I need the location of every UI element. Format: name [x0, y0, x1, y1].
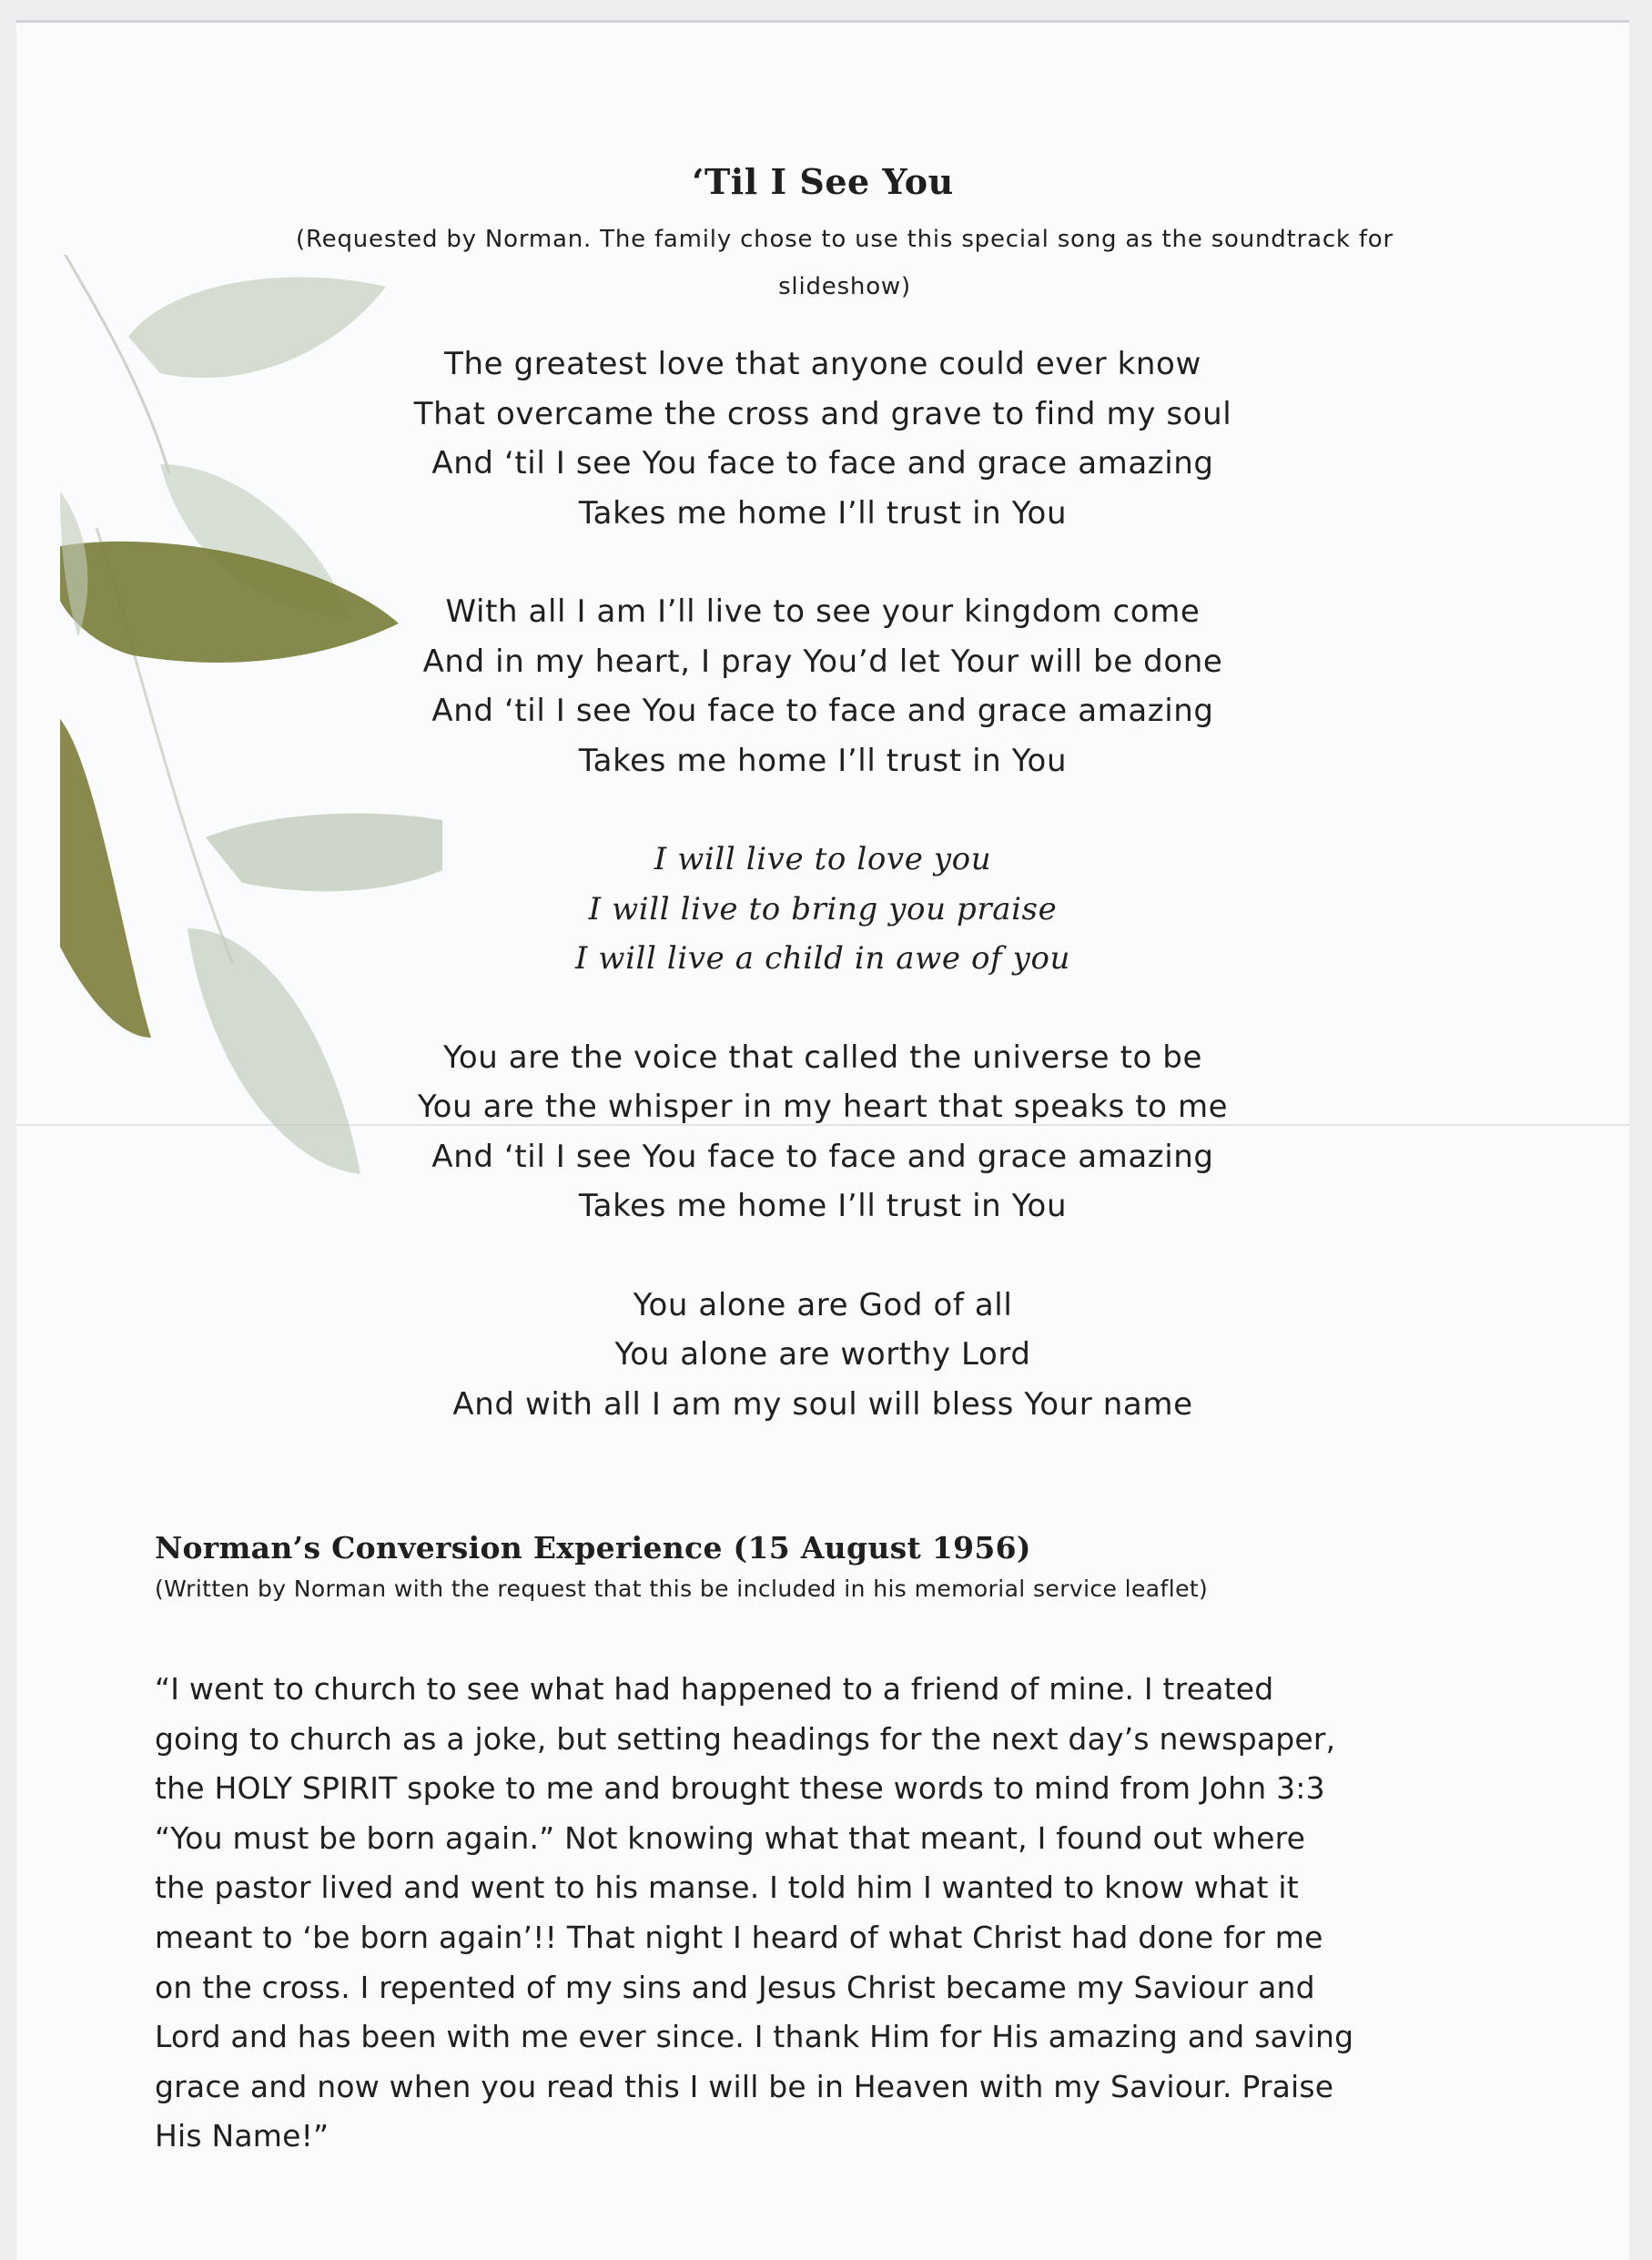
lyric-line: Takes me home I’ll trust in You: [578, 494, 1068, 532]
testimony-line: going to church as a joke, but setting headings for the next day’s newspaper,: [155, 1720, 1336, 1757]
verse-3: [16, 1033, 1629, 1231]
testimony-line: grace and now when you read this I will be in Heaven with my Saviour. Praise: [155, 2068, 1334, 2104]
chorus: [16, 835, 1629, 984]
testimony-line: meant to ‘be born again’!! That night I heard of what Christ had done for me: [155, 1919, 1323, 1955]
lyric-line: You are the voice that called the universe to be: [442, 1039, 1203, 1076]
lyric-line: You alone are God of all: [633, 1286, 1013, 1323]
testimony-line: Lord and has been with me ever since. I thank Him for His amazing and saving: [155, 2019, 1354, 2055]
song-request-note: [180, 216, 1509, 310]
lyric-line: I will live a child in awe of you: [574, 940, 1071, 977]
lyric-line: Takes me home I’ll trust in You: [578, 742, 1068, 779]
lyric-line: And in my heart, I pray You’d let Your will be done: [422, 643, 1223, 680]
lyric-line: With all I am I’ll live to see your kingdom come: [445, 593, 1201, 630]
verse-2: [16, 587, 1629, 785]
testimony-line: the pastor lived and went to his manse. I told him I wanted to know what it: [155, 1870, 1299, 1906]
conversion-testimony: [155, 1665, 1520, 2162]
lyric-line: And ‘til I see You face to face and grace amazing: [431, 445, 1214, 481]
lyric-line: You alone are worthy Lord: [614, 1336, 1031, 1373]
lyric-line: The greatest love that anyone could ever know: [444, 346, 1201, 382]
song-title: ‘Til I See You: [692, 161, 954, 202]
testimony-line: His Name!”: [155, 2118, 329, 2154]
song-note-line: slideshow): [778, 273, 911, 300]
lyric-line: Takes me home I’ll trust in You: [578, 1188, 1068, 1224]
song-note-line: (Requested by Norman. The family chose to use this special song as the soundtrack for: [296, 226, 1394, 253]
lyric-line: You are the whisper in my heart that speaks to me: [417, 1089, 1229, 1125]
conversion-note: (Written by Norman with the request that this be included in his memorial service leaflet): [155, 1576, 1209, 1602]
bridge: [16, 1281, 1629, 1430]
lyric-line: I will live to love you: [654, 841, 992, 877]
lyric-line: And with all I am my soul will bless Your name: [452, 1385, 1193, 1423]
lyric-line: That overcame the cross and grave to find my soul: [413, 395, 1232, 432]
lyric-line: And ‘til I see You face to face and grace amazing: [431, 1138, 1214, 1175]
leaflet-page: [16, 20, 1629, 2260]
testimony-line: on the cross. I repented of my sins and Jesus Christ became my Saviour and: [155, 1969, 1315, 2005]
lyric-line: I will live to bring you praise: [588, 890, 1058, 927]
testimony-line: “You must be born again.” Not knowing what that meant, I found out where: [155, 1819, 1306, 1856]
verse-1: [16, 340, 1629, 538]
conversion-heading: Norman’s Conversion Experience (15 August 1956): [155, 1530, 1031, 1566]
lyric-line: And ‘til I see You face to face and grace amazing: [431, 693, 1214, 729]
testimony-line: “I went to church to see what had happened to a friend of mine. I treated: [155, 1671, 1274, 1707]
song-lyrics: [16, 340, 1629, 1478]
testimony-line: the HOLY SPIRIT spoke to me and brought these words to mind from John 3:3: [155, 1770, 1325, 1807]
